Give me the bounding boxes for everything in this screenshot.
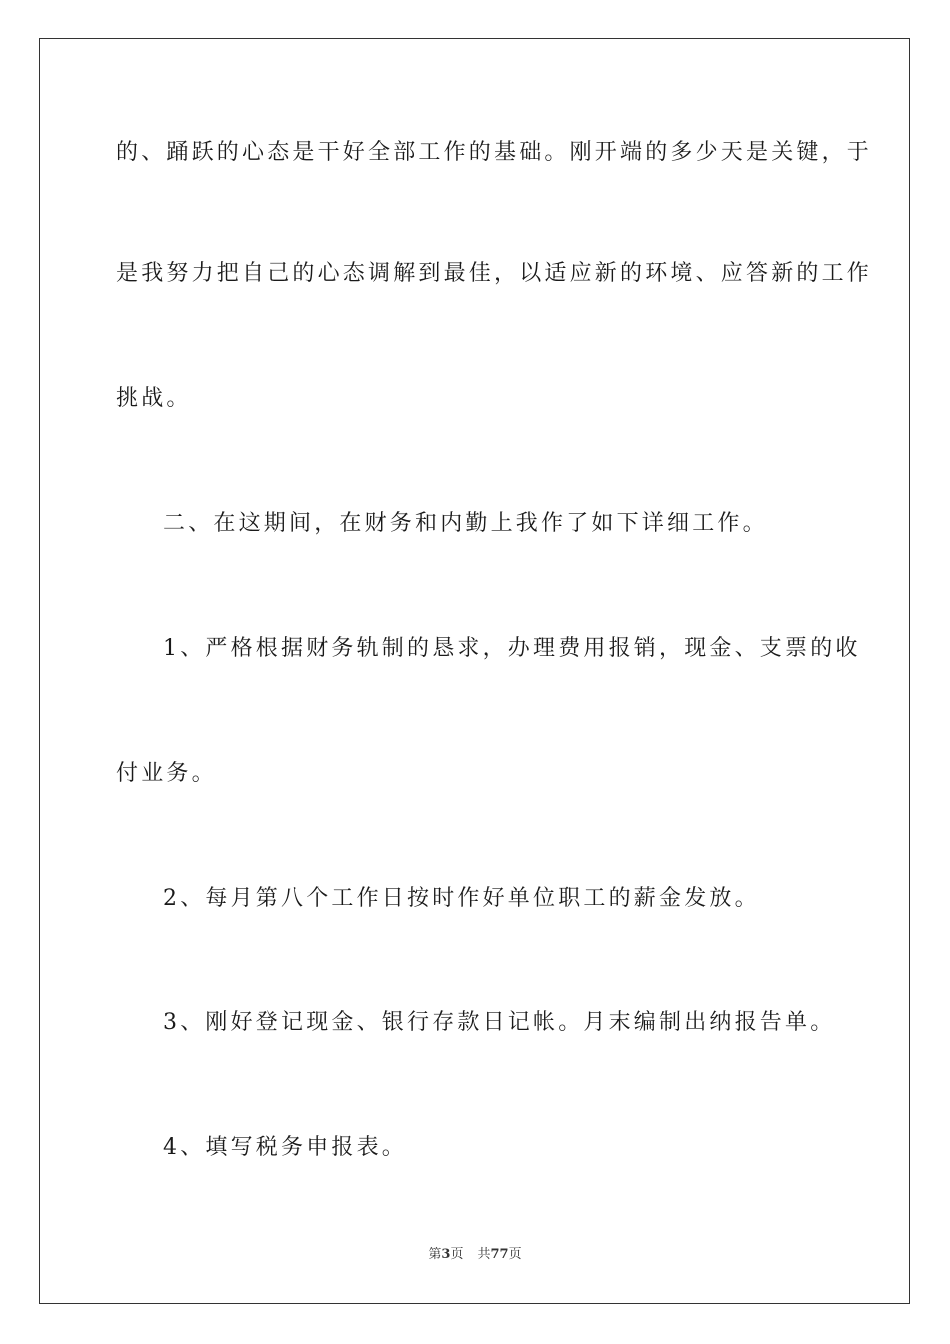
list-item-1-continuation: 付业务。 [116, 761, 217, 786]
list-item-1: 1、严格根据财务轨制的恳求，办理费用报销，现金、支票的收 [163, 636, 861, 661]
footer-total-prefix: 共 [477, 1247, 491, 1262]
page-border [39, 38, 910, 1304]
paragraph-line-2: 是我努力把自己的心态调解到最佳，以适应新的环境、应答新的工作 [116, 261, 873, 286]
footer-page-number: 3 [441, 1247, 451, 1262]
footer-total-suffix: 页 [508, 1247, 522, 1262]
list-item-3: 3、刚好登记现金、银行存款日记帐。月末编制出纳报告单。 [163, 1010, 836, 1035]
footer-page-suffix: 页 [450, 1247, 464, 1262]
paragraph-line-1: 的、踊跃的心态是干好全部工作的基础。刚开端的多少天是关键，于 [116, 140, 873, 165]
list-item-2: 2、每月第八个工作日按时作好单位职工的薪金发放。 [163, 886, 760, 911]
paragraph-line-3: 挑战。 [116, 386, 192, 411]
footer-total-pages: 77 [490, 1247, 509, 1262]
list-item-4: 4、填写税务申报表。 [163, 1135, 407, 1160]
footer-page-prefix: 第 [428, 1247, 442, 1262]
section-heading-2: 二、在这期间，在财务和内勤上我作了如下详细工作。 [163, 511, 768, 536]
page-footer [0, 1246, 950, 1264]
